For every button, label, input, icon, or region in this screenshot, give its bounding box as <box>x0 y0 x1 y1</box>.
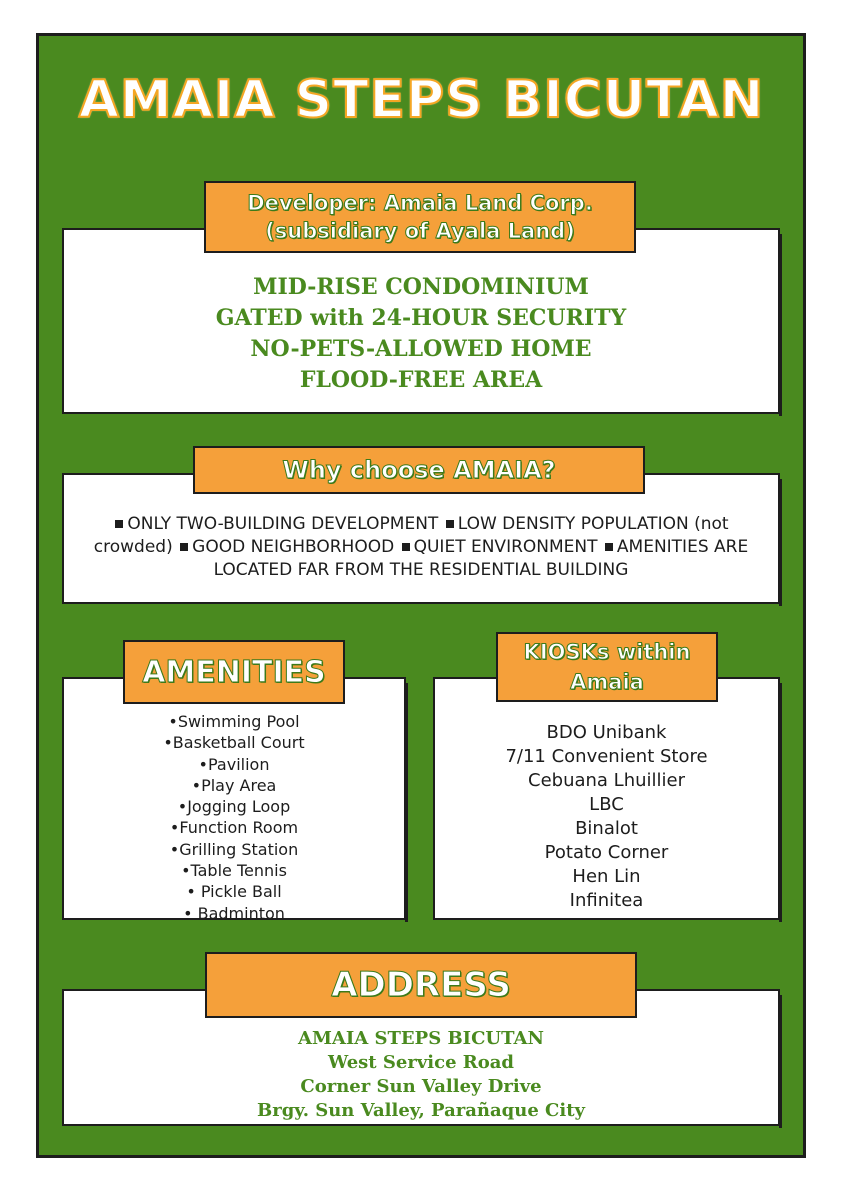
square-bullet-icon <box>605 543 613 551</box>
amenity-item: •Swimming Pool <box>168 712 300 731</box>
square-bullet-icon <box>402 543 410 551</box>
feature-line: MID-RISE CONDOMINIUM <box>253 274 589 300</box>
developer-label-line: Developer: Amaia Land Corp. <box>247 191 593 215</box>
reason-item: QUIET ENVIRONMENT <box>413 537 598 557</box>
developer-label-line: (subsidiary of Ayala Land) <box>265 219 575 243</box>
kiosk-item: Hen Lin <box>572 866 641 887</box>
feature-line: NO-PETS-ALLOWED HOME <box>250 336 592 362</box>
reason-item: ONLY TWO-BUILDING DEVELOPMENT <box>127 514 439 534</box>
amenity-item: • Pickle Ball <box>186 882 282 902</box>
developer-label <box>204 181 636 253</box>
reason-item: AMENITIES ARE LOCATED FAR FROM THE RESIDENTIAL BUILDING <box>213 537 749 580</box>
kiosks-label-line: KIOSKs within <box>523 640 691 664</box>
square-bullet-icon <box>180 543 188 551</box>
address-line: Corner Sun Valley Drive <box>300 1076 542 1097</box>
square-bullet-icon <box>115 520 123 528</box>
amenity-item: •Function Room <box>169 818 299 838</box>
why-choose-label: Why choose AMAIA? <box>193 446 645 494</box>
amenity-item: •Play Area <box>191 775 277 795</box>
kiosk-item: BDO Unibank <box>546 722 667 743</box>
amenities-label: AMENITIES <box>123 640 345 704</box>
feature-line: GATED with 24-HOUR SECURITY <box>215 305 627 331</box>
kiosks-label <box>496 632 718 702</box>
address-label: ADDRESS <box>205 952 637 1018</box>
kiosk-item: Infinitea <box>569 890 644 911</box>
kiosk-item: Cebuana Lhuillier <box>528 770 685 791</box>
reason-item: LOW DENSITY POPULATION (not crowded) <box>93 514 729 557</box>
developer-features-box <box>62 228 780 414</box>
kiosk-item: Binalot <box>575 818 638 839</box>
kiosks-box <box>433 677 780 920</box>
amenity-item: •Basketball Court <box>163 733 305 753</box>
reason-item: GOOD NEIGHBORHOOD <box>192 537 395 557</box>
page-title: AMAIA STEPS BICUTAN <box>78 70 765 130</box>
kiosk-item: 7/11 Convenient Store <box>505 746 708 767</box>
amenity-item: •Pavilion <box>198 754 270 774</box>
amenity-item: • Badminton <box>183 903 285 923</box>
feature-line: FLOOD-FREE AREA <box>299 367 543 393</box>
address-line: Brgy. Sun Valley, Parañaque City <box>257 1100 585 1121</box>
kiosk-item: LBC <box>589 794 624 815</box>
amenity-item: •Grilling Station <box>169 839 299 859</box>
amenity-item: •Jogging Loop <box>177 797 291 817</box>
square-bullet-icon <box>446 520 454 528</box>
kiosks-label-line: Amaia <box>570 670 644 694</box>
address-line: AMAIA STEPS BICUTAN <box>298 1028 544 1049</box>
amenity-item: •Table Tennis <box>181 861 287 881</box>
kiosk-item: Potato Corner <box>544 842 669 863</box>
address-line: West Service Road <box>327 1052 515 1073</box>
amenities-box <box>62 677 406 923</box>
